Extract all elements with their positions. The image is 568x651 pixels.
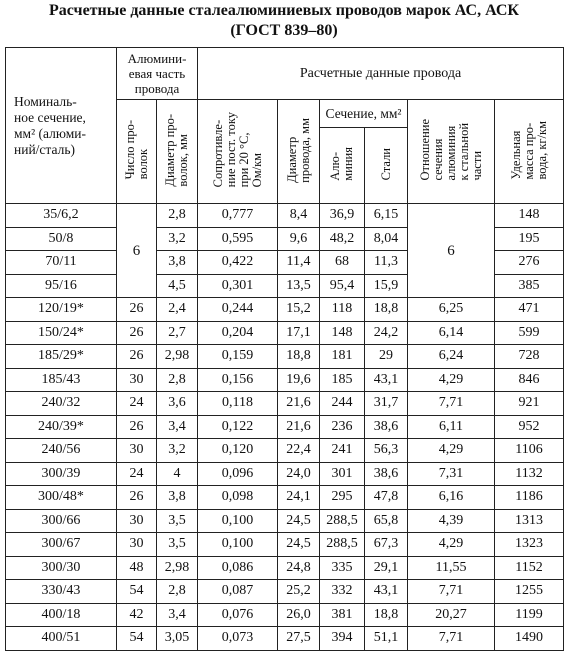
header-wire-count: Число про- волок bbox=[117, 100, 157, 204]
cell-res: 0,244 bbox=[198, 298, 278, 322]
cell-mass: 728 bbox=[495, 345, 564, 369]
cell-dia: 24,0 bbox=[278, 462, 320, 486]
cell-al: 118 bbox=[320, 298, 365, 322]
cell-st: 18,8 bbox=[365, 603, 408, 627]
cell-name: 400/51 bbox=[6, 627, 117, 651]
table-row bbox=[6, 627, 564, 651]
cell-name: 95/16 bbox=[6, 274, 117, 298]
cell-wd: 2,98 bbox=[157, 345, 198, 369]
cell-res: 0,777 bbox=[198, 204, 278, 228]
cell-wd: 2,8 bbox=[157, 204, 198, 228]
cell-count: 26 bbox=[117, 415, 157, 439]
cell-st: 38,6 bbox=[365, 415, 408, 439]
cell-res: 0,098 bbox=[198, 486, 278, 510]
merged-ratio: 6 bbox=[408, 204, 495, 298]
cell-al: 95,4 bbox=[320, 274, 365, 298]
cell-mass: 1255 bbox=[495, 580, 564, 604]
cell-name: 70/11 bbox=[6, 251, 117, 275]
cell-name: 300/30 bbox=[6, 556, 117, 580]
cell-dia: 18,8 bbox=[278, 345, 320, 369]
table-row bbox=[6, 462, 564, 486]
cell-wd: 4 bbox=[157, 462, 198, 486]
cell-dia: 15,2 bbox=[278, 298, 320, 322]
cell-count: 54 bbox=[117, 627, 157, 651]
cell-ratio: 6,14 bbox=[408, 321, 495, 345]
cell-name: 50/8 bbox=[6, 227, 117, 251]
cell-name: 330/43 bbox=[6, 580, 117, 604]
cell-res: 0,595 bbox=[198, 227, 278, 251]
cell-ratio: 6,25 bbox=[408, 298, 495, 322]
cell-mass: 1199 bbox=[495, 603, 564, 627]
wire-data-table bbox=[5, 47, 564, 651]
cell-mass: 1132 bbox=[495, 462, 564, 486]
cell-ratio: 7,31 bbox=[408, 462, 495, 486]
header-ratio: Отношение сечения алюминия к стальной части bbox=[408, 100, 495, 204]
header-section-aluminum: Алю- миния bbox=[320, 128, 365, 204]
cell-mass: 1490 bbox=[495, 627, 564, 651]
cell-name: 300/48* bbox=[6, 486, 117, 510]
cell-name: 300/66 bbox=[6, 509, 117, 533]
cell-res: 0,122 bbox=[198, 415, 278, 439]
cell-dia: 24,1 bbox=[278, 486, 320, 510]
cell-dia: 17,1 bbox=[278, 321, 320, 345]
cell-res: 0,422 bbox=[198, 251, 278, 275]
table-row bbox=[6, 580, 564, 604]
cell-name: 185/43 bbox=[6, 368, 117, 392]
table-row bbox=[6, 298, 564, 322]
cell-res: 0,076 bbox=[198, 603, 278, 627]
cell-ratio: 7,71 bbox=[408, 627, 495, 651]
header-design-data: Расчетные данные провода bbox=[198, 48, 564, 100]
cell-al: 288,5 bbox=[320, 509, 365, 533]
cell-dia: 24,8 bbox=[278, 556, 320, 580]
table-row bbox=[6, 509, 564, 533]
cell-al: 185 bbox=[320, 368, 365, 392]
cell-res: 0,120 bbox=[198, 439, 278, 463]
cell-wd: 3,5 bbox=[157, 533, 198, 557]
cell-count: 26 bbox=[117, 298, 157, 322]
cell-dia: 21,6 bbox=[278, 415, 320, 439]
cell-res: 0,100 bbox=[198, 509, 278, 533]
cell-al: 48,2 bbox=[320, 227, 365, 251]
header-mass: Удельная масса про- вода, кг/км bbox=[495, 100, 564, 204]
cell-dia: 11,4 bbox=[278, 251, 320, 275]
table-row bbox=[6, 321, 564, 345]
cell-count: 26 bbox=[117, 345, 157, 369]
cell-mass: 471 bbox=[495, 298, 564, 322]
cell-wd: 3,2 bbox=[157, 227, 198, 251]
cell-wd: 3,8 bbox=[157, 486, 198, 510]
cell-mass: 846 bbox=[495, 368, 564, 392]
cell-mass: 385 bbox=[495, 274, 564, 298]
cell-name: 240/32 bbox=[6, 392, 117, 416]
cell-dia: 19,6 bbox=[278, 368, 320, 392]
cell-mass: 276 bbox=[495, 251, 564, 275]
cell-ratio: 6,16 bbox=[408, 486, 495, 510]
cell-al: 148 bbox=[320, 321, 365, 345]
cell-ratio: 20,27 bbox=[408, 603, 495, 627]
cell-wd: 2,8 bbox=[157, 580, 198, 604]
cell-ratio: 6,11 bbox=[408, 415, 495, 439]
cell-wd: 3,8 bbox=[157, 251, 198, 275]
cell-wd: 2,98 bbox=[157, 556, 198, 580]
cell-count: 42 bbox=[117, 603, 157, 627]
cell-count: 26 bbox=[117, 486, 157, 510]
cell-mass: 1313 bbox=[495, 509, 564, 533]
cell-res: 0,073 bbox=[198, 627, 278, 651]
cell-ratio: 11,55 bbox=[408, 556, 495, 580]
table-row bbox=[6, 345, 564, 369]
cell-mass: 921 bbox=[495, 392, 564, 416]
cell-ratio: 6,24 bbox=[408, 345, 495, 369]
table-row bbox=[6, 415, 564, 439]
table-row bbox=[6, 392, 564, 416]
cell-mass: 148 bbox=[495, 204, 564, 228]
cell-al: 295 bbox=[320, 486, 365, 510]
cell-st: 8,04 bbox=[365, 227, 408, 251]
cell-al: 381 bbox=[320, 603, 365, 627]
cell-al: 332 bbox=[320, 580, 365, 604]
cell-mass: 1152 bbox=[495, 556, 564, 580]
cell-al: 335 bbox=[320, 556, 365, 580]
cell-st: 24,2 bbox=[365, 321, 408, 345]
header-section: Сечение, мм² bbox=[320, 100, 408, 128]
cell-dia: 8,4 bbox=[278, 204, 320, 228]
cell-count: 30 bbox=[117, 439, 157, 463]
cell-count: 26 bbox=[117, 321, 157, 345]
cell-al: 288,5 bbox=[320, 533, 365, 557]
page-subtitle: (ГОСТ 839–80) bbox=[230, 22, 338, 39]
cell-mass: 952 bbox=[495, 415, 564, 439]
table-row bbox=[6, 204, 564, 228]
cell-name: 150/24* bbox=[6, 321, 117, 345]
cell-name: 400/18 bbox=[6, 603, 117, 627]
cell-res: 0,086 bbox=[198, 556, 278, 580]
cell-ratio: 4,39 bbox=[408, 509, 495, 533]
page-title: Расчетные данные сталеалюминиевых проводов марок АС, АСК bbox=[48, 2, 520, 19]
cell-name: 240/39* bbox=[6, 415, 117, 439]
cell-st: 65,8 bbox=[365, 509, 408, 533]
cell-res: 0,100 bbox=[198, 533, 278, 557]
cell-st: 43,1 bbox=[365, 368, 408, 392]
cell-ratio: 4,29 bbox=[408, 368, 495, 392]
cell-st: 18,8 bbox=[365, 298, 408, 322]
cell-count: 48 bbox=[117, 556, 157, 580]
cell-dia: 25,2 bbox=[278, 580, 320, 604]
table-row bbox=[6, 439, 564, 463]
cell-count: 30 bbox=[117, 509, 157, 533]
header-nominal-section: Номиналь- ное сечение, мм² (алюми- ний/сталь) bbox=[6, 48, 117, 204]
cell-count: 30 bbox=[117, 368, 157, 392]
cell-dia: 21,6 bbox=[278, 392, 320, 416]
cell-name: 300/39 bbox=[6, 462, 117, 486]
cell-res: 0,118 bbox=[198, 392, 278, 416]
cell-mass: 1323 bbox=[495, 533, 564, 557]
cell-wd: 2,7 bbox=[157, 321, 198, 345]
cell-count: 24 bbox=[117, 392, 157, 416]
cell-al: 181 bbox=[320, 345, 365, 369]
cell-st: 51,1 bbox=[365, 627, 408, 651]
cell-al: 36,9 bbox=[320, 204, 365, 228]
cell-al: 394 bbox=[320, 627, 365, 651]
cell-st: 29,1 bbox=[365, 556, 408, 580]
cell-st: 29 bbox=[365, 345, 408, 369]
cell-al: 244 bbox=[320, 392, 365, 416]
cell-mass: 599 bbox=[495, 321, 564, 345]
cell-ratio: 4,29 bbox=[408, 533, 495, 557]
cell-dia: 24,5 bbox=[278, 509, 320, 533]
header-aluminum-part: Алюмини- евая часть провода bbox=[117, 48, 198, 100]
cell-st: 15,9 bbox=[365, 274, 408, 298]
cell-wd: 3,05 bbox=[157, 627, 198, 651]
cell-res: 0,204 bbox=[198, 321, 278, 345]
table-row bbox=[6, 556, 564, 580]
cell-al: 241 bbox=[320, 439, 365, 463]
cell-st: 6,15 bbox=[365, 204, 408, 228]
cell-wd: 3,6 bbox=[157, 392, 198, 416]
cell-st: 43,1 bbox=[365, 580, 408, 604]
cell-st: 31,7 bbox=[365, 392, 408, 416]
cell-name: 35/6,2 bbox=[6, 204, 117, 228]
cell-st: 56,3 bbox=[365, 439, 408, 463]
cell-name: 300/67 bbox=[6, 533, 117, 557]
cell-wd: 4,5 bbox=[157, 274, 198, 298]
cell-dia: 26,0 bbox=[278, 603, 320, 627]
cell-res: 0,087 bbox=[198, 580, 278, 604]
table-row bbox=[6, 368, 564, 392]
cell-count: 24 bbox=[117, 462, 157, 486]
cell-mass: 1106 bbox=[495, 439, 564, 463]
header-section-steel: Стали bbox=[365, 128, 408, 204]
header-wire-diameter: Диаметр про- волок, мм bbox=[157, 100, 198, 204]
cell-mass: 195 bbox=[495, 227, 564, 251]
cell-res: 0,096 bbox=[198, 462, 278, 486]
table-row bbox=[6, 603, 564, 627]
cell-st: 67,3 bbox=[365, 533, 408, 557]
cell-res: 0,159 bbox=[198, 345, 278, 369]
cell-wd: 2,8 bbox=[157, 368, 198, 392]
cell-mass: 1186 bbox=[495, 486, 564, 510]
cell-wd: 3,2 bbox=[157, 439, 198, 463]
cell-wd: 2,4 bbox=[157, 298, 198, 322]
cell-dia: 22,4 bbox=[278, 439, 320, 463]
cell-wd: 3,4 bbox=[157, 415, 198, 439]
cell-res: 0,301 bbox=[198, 274, 278, 298]
cell-st: 38,6 bbox=[365, 462, 408, 486]
header-resistance: Сопротивле- ние пост. току при 20 °С, Ом/км bbox=[198, 100, 278, 204]
cell-count: 30 bbox=[117, 533, 157, 557]
cell-dia: 24,5 bbox=[278, 533, 320, 557]
cell-al: 301 bbox=[320, 462, 365, 486]
table-row bbox=[6, 486, 564, 510]
cell-ratio: 7,71 bbox=[408, 580, 495, 604]
cell-dia: 9,6 bbox=[278, 227, 320, 251]
cell-al: 236 bbox=[320, 415, 365, 439]
cell-ratio: 7,71 bbox=[408, 392, 495, 416]
cell-name: 120/19* bbox=[6, 298, 117, 322]
cell-name: 240/56 bbox=[6, 439, 117, 463]
cell-st: 11,3 bbox=[365, 251, 408, 275]
cell-st: 47,8 bbox=[365, 486, 408, 510]
cell-name: 185/29* bbox=[6, 345, 117, 369]
cell-dia: 13,5 bbox=[278, 274, 320, 298]
merged-wire-count: 6 bbox=[117, 204, 157, 298]
cell-ratio: 4,29 bbox=[408, 439, 495, 463]
cell-wd: 3,5 bbox=[157, 509, 198, 533]
cell-res: 0,156 bbox=[198, 368, 278, 392]
cell-wd: 3,4 bbox=[157, 603, 198, 627]
cell-count: 54 bbox=[117, 580, 157, 604]
cell-al: 68 bbox=[320, 251, 365, 275]
table-row bbox=[6, 533, 564, 557]
header-diameter: Диаметр провода, мм bbox=[278, 100, 320, 204]
cell-dia: 27,5 bbox=[278, 627, 320, 651]
